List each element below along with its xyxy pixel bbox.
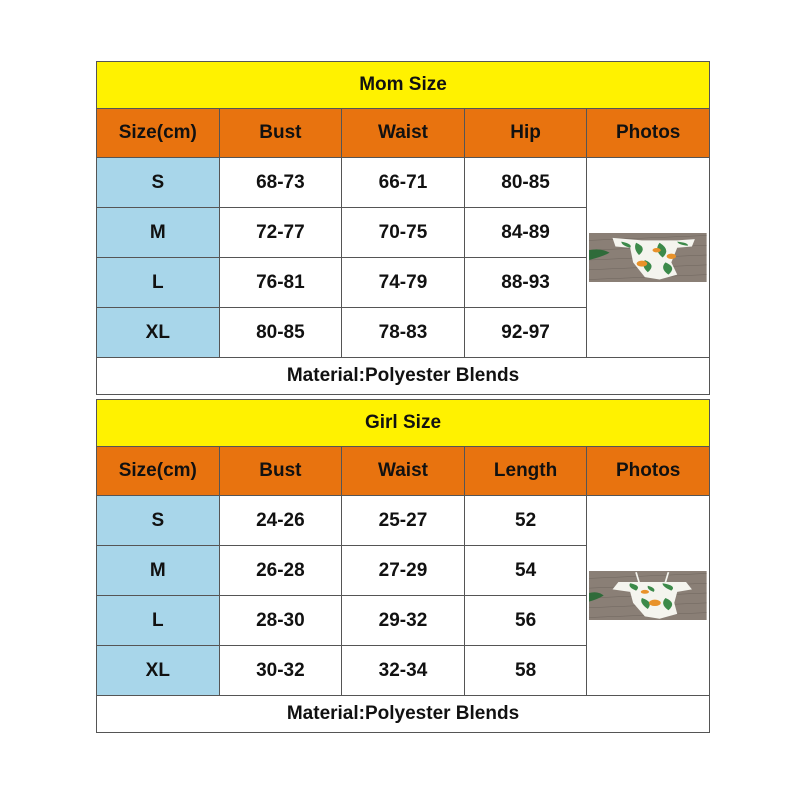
hip-cell: 80-85	[464, 158, 587, 208]
size-cell: S	[97, 496, 220, 546]
hip-cell: 88-93	[464, 258, 587, 308]
header-photos: Photos	[587, 109, 710, 158]
bust-cell: 24-26	[219, 496, 342, 546]
header-length: Length	[464, 447, 587, 496]
waist-cell: 78-83	[342, 308, 465, 358]
waist-cell: 66-71	[342, 158, 465, 208]
girl-size-table	[96, 399, 710, 733]
bust-cell: 30-32	[219, 646, 342, 696]
size-cell: XL	[97, 646, 220, 696]
size-cell: L	[97, 596, 220, 646]
header-hip: Hip	[464, 109, 587, 158]
header-size: Size(cm)	[97, 109, 220, 158]
header-waist: Waist	[342, 109, 465, 158]
table-row	[97, 496, 710, 546]
mom-size-table	[96, 61, 710, 395]
mom-swimsuit-image	[589, 233, 707, 282]
bust-cell: 68-73	[219, 158, 342, 208]
size-cell: S	[97, 158, 220, 208]
mom-size-title: Mom Size	[97, 62, 710, 109]
header-bust: Bust	[219, 109, 342, 158]
size-cell: XL	[97, 308, 220, 358]
hip-cell: 84-89	[464, 208, 587, 258]
waist-cell: 29-32	[342, 596, 465, 646]
table-row	[97, 158, 710, 208]
length-cell: 58	[464, 646, 587, 696]
waist-cell: 27-29	[342, 546, 465, 596]
bust-cell: 80-85	[219, 308, 342, 358]
size-cell: M	[97, 546, 220, 596]
size-cell: L	[97, 258, 220, 308]
mom-swimsuit-photo	[587, 158, 710, 358]
girl-size-title: Girl Size	[97, 400, 710, 447]
length-cell: 54	[464, 546, 587, 596]
bust-cell: 28-30	[219, 596, 342, 646]
bust-cell: 72-77	[219, 208, 342, 258]
header-bust: Bust	[219, 447, 342, 496]
waist-cell: 25-27	[342, 496, 465, 546]
waist-cell: 70-75	[342, 208, 465, 258]
waist-cell: 74-79	[342, 258, 465, 308]
waist-cell: 32-34	[342, 646, 465, 696]
girl-swimsuit-photo	[587, 496, 710, 696]
size-cell: M	[97, 208, 220, 258]
header-photos: Photos	[587, 447, 710, 496]
bust-cell: 76-81	[219, 258, 342, 308]
bust-cell: 26-28	[219, 546, 342, 596]
hip-cell: 92-97	[464, 308, 587, 358]
header-size: Size(cm)	[97, 447, 220, 496]
header-waist: Waist	[342, 447, 465, 496]
girl-swimsuit-image	[589, 571, 707, 620]
mom-material-note: Material:Polyester Blends	[97, 358, 710, 395]
length-cell: 56	[464, 596, 587, 646]
length-cell: 52	[464, 496, 587, 546]
girl-material-note: Material:Polyester Blends	[97, 696, 710, 733]
